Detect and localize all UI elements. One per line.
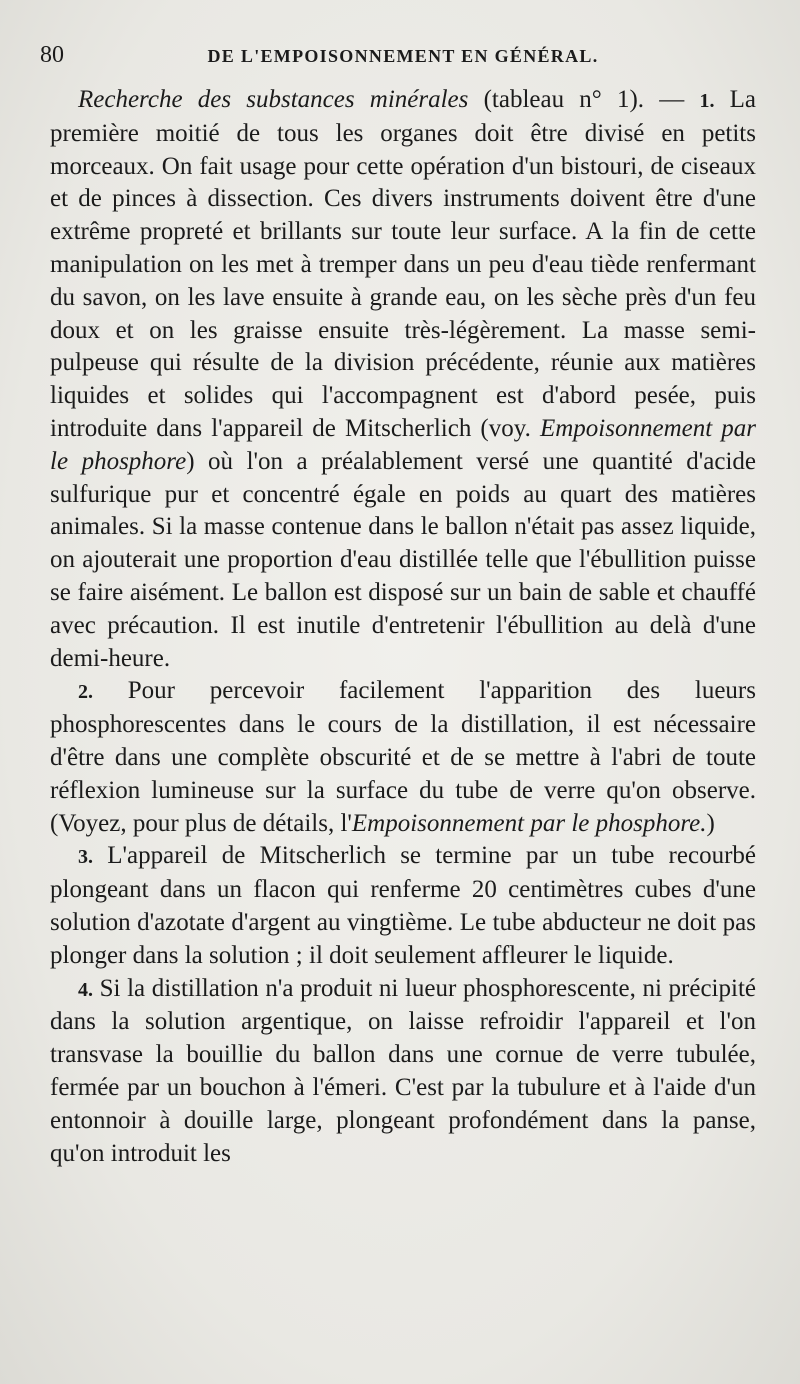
paragraph-number: 2. bbox=[78, 681, 93, 704]
paragraph-text: La première moitié de tous les organes doit être divisé en petits morceaux. On fait usage pour cette opération d'un bistouri, de ciseaux et de pinces à dissection. Ces divers instruments doivent être d'une extrême propreté et brillants sur toute leur surface. A la fin de cette manipulation on les met à tremper dans un peu d'eau tiède renfermant du savon, on les lave ensuite à grande eau, on les sèche près d'un feu doux et on les graisse ensuite très-légèrement. La masse semi-pulpeuse qui résulte de la division précédente, réunie aux matières liquides et solides qui l'accompagnent est d'abord pesée, puis introduite dans l'appareil de Mitscherlich (voy. bbox=[50, 86, 756, 442]
cross-reference: Empoisonnement par le phosphore bbox=[50, 414, 757, 475]
body-text bbox=[50, 84, 756, 1170]
paragraph-3 bbox=[50, 840, 756, 972]
page-number: 80 bbox=[40, 42, 64, 68]
section-lead-rest: (tableau n° 1). — bbox=[468, 86, 700, 113]
paragraph-number: 4. bbox=[78, 978, 93, 1001]
paragraph-1 bbox=[50, 84, 756, 675]
paragraph-4 bbox=[50, 973, 756, 1171]
paragraph-text: L'appareil de Mitscherlich se termine par un tube recourbé plongeant dans un flacon qui renferme 20 centimètres cubes d'une solution d'azotate d'argent au vingtième. Le tube abducteur ne doit pas plonger dans la solution ; il doit seulement affleurer le liquide. bbox=[50, 842, 756, 969]
section-lead-title: Recherche des substances minérales bbox=[78, 86, 469, 113]
cross-reference: Empoisonnement par le phosphore. bbox=[351, 809, 707, 837]
paragraph-text-continued: ) bbox=[706, 809, 715, 837]
page-header bbox=[40, 34, 756, 74]
paragraph-text: Si la distillation n'a produit ni lueur phosphorescente, ni précipité dans la solution argentique, on laisse refroidir l'appareil et l'on transvase la bouillie du ballon dans une cornue de verre tubulée, fermée par un bouchon à l'émeri. C'est par la tubulure et à l'aide d'un entonnoir à douille large, plongeant profondément dans la panse, qu'on introduit les bbox=[50, 974, 756, 1167]
paragraph-text: Pour percevoir facilement l'apparition des lueurs phosphorescentes dans le cours de la distillation, il est nécessaire d'être dans une complète obscurité et de se mettre à l'abri de toute réflexion lumineuse sur la surface du tube de verre qu'on observe. (Voyez, pour plus de détails, l' bbox=[50, 677, 756, 837]
paragraph-text-continued: ) où l'on a préalablement versé une quantité d'acide sulfurique pur et concentré égale en poids au quart des matières animales. Si la masse contenue dans le ballon n'était pas assez liquide, on ajouterait une proportion d'eau distillée telle que l'ébullition puisse se faire aisément. Le ballon est disposé sur un bain de sable et chauffé avec précaution. Il est inutile d'entretenir l'ébullition au delà d'une demi-heure. bbox=[50, 447, 756, 672]
paragraph-number: 1. bbox=[699, 90, 715, 112]
paragraph-number: 3. bbox=[78, 846, 93, 869]
running-title: DE L'EMPOISONNEMENT EN GÉNÉRAL. bbox=[207, 46, 599, 66]
paragraph-2 bbox=[50, 675, 756, 840]
